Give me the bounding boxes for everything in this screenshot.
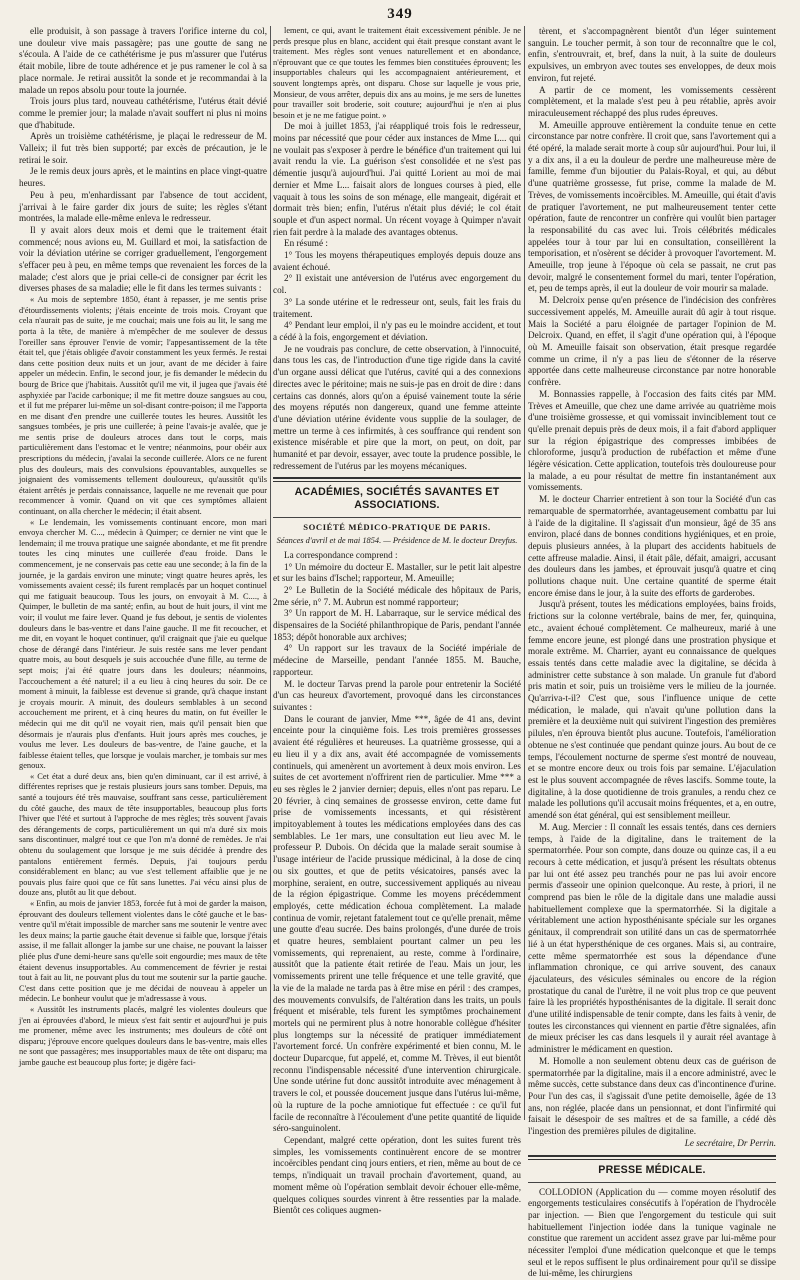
paragraph: « Enfin, au mois de janvier 1853, forcée fut à moi de garder la maison, éprouvant des douleurs tellement violentes dans le côté gauche et le bas-ventre qu'il m'était impossible de marcher sans me soutenir le ventre avec les deux mains; la partie gauche était devenue si faible que, lorsque j'étais assise, il me fallait allonger la jambe sur une chaise, ne pouvant la laisser pliée plus d'une demi-heure sans qu'elle soit engourdie; mes maux de tête étaient devenus insupportables. Au commencement de février je restai tout à fait au lit, ne pouvant plus du tout me soutenir sur la partie gauche. C'est dans cette position que je me décidai de nouveau à appeler un médecin. Le bonheur voulut que je m'adressasse à vous.	[19, 899, 267, 1005]
session-info: Séances d'avril et de mai 1854. — Présidence de M. le docteur Dreyfus.	[273, 535, 521, 547]
paragraph: tèrent, et s'accompagnèrent bientôt d'un léger suintement sanguin. Le toucher permit, à son tour de reconnaître que le col, enfin, s'entrouvrait, et, bref, dans la nuit, à la suite de douleurs expulsives, un embryon avec toutes ses enveloppes, de deux mois environ, fut rejeté.	[528, 26, 776, 85]
section-rule	[528, 1182, 776, 1183]
page-number: 349	[0, 6, 800, 23]
paragraph: Peu à peu, m'enhardissant par l'absence de tout accident, j'arrivai à le faire garder dix jours de suite; les règles s'étant montrées, la malade elle-même enleva le redresseur.	[19, 190, 267, 225]
section-heading-academies: ACADÉMIES, SOCIÉTÉS SAVANTES ET ASSOCIATIONS.	[273, 486, 521, 512]
paragraph: 3° Un rapport de M. H. Labarraque, sur le service médical des dispensaires de la Société philanthropique de Paris, pendant l'année 1853; dépôt honorable aux archives;	[273, 608, 521, 643]
paragraph: 3° La sonde utérine et le redresseur ont, seuls, fait les frais du traitement.	[273, 297, 521, 320]
secretary-signature: Le secrétaire, Dr Perrin.	[528, 1138, 776, 1150]
paragraph: M. Aug. Mercier : Il connaît les essais tentés, dans ces derniers temps, à l'aide de la digitaline, dans le traitement de la spermatorrhée. Pour son compte, dans douze ou quinze cas, il a eu recours à cette médication, et jusqu'à présent les résultats obtenus par lui ont été assez peu tranchés pour ne pas lui avoir encore permis d'asseoir une opinion quelconque. Au reste, à priori, il ne comprend pas bien le rôle de la digitale dans une maladie aussi habituellement complexe que la spermatorrhée. Si la digitale a véritablement une action hyposthénisante spéciale sur les organes génitaux, il comprendrait son utilité dans un cas de spermatorrhée lié à un état hypersthénique de ces organes. Mais si, au contraire, cette même spermatorrhée est sous la dépendance d'une inflammation chronique, ce qui arrive souvent, des canaux éjaculateurs, des vésicules séminales ou encore de la région prostatique du canal de l'urètre, il ne voit plus trop ce que peuvent faire là les propriétés hyposthénisantes de la digitale. Il serait donc d'une utilité indispensable de tenir compte, dans les faits à venir, de toutes les circonstances qui viennent en partie d'être signalées, afin de mieux préciser les cas dans lesquels il y aurait réel avantage à administrer le médicament en question.	[528, 822, 776, 1056]
column-3-body	[528, 26, 776, 1138]
column-2-body-bottom	[273, 550, 521, 1217]
column-1-body	[19, 26, 267, 1069]
paragraph: 4° Pendant leur emploi, il n'y pas eu le moindre accident, et tout a cédé à la fois, engorgement et déviation.	[273, 320, 521, 343]
section-heading-presse: PRESSE MÉDICALE.	[528, 1164, 776, 1177]
column-3	[528, 26, 776, 1120]
section-rule	[273, 477, 521, 482]
paragraph: Je ne voudrais pas conclure, de cette observation, à l'innocuité, dans tous les cas, de l'introduction d'une tige rigide dans la cavité d'un organe aussi délicat que l'utérus, cavité qui a des connexions directes avec le péritoine; mais ne suis-je pas en droit de dire : dans certains cas donnés, alors qu'on a épuisé vainement toute la série des moyens réputés non dangereux, quand une femme atteinte d'une déviation utérine évidente vous supplie de la soulager, de mettre un terme à ces infirmités, à ces souffrance qui rendent son existence misérable et pire que la mort, on peut, on doit, par humanité et par devoir, essayer, avec toute la prudence possible, le redressement de l'utérus par les moyens mécaniques.	[273, 344, 521, 473]
paragraph: M. Homolle a non seulement obtenu deux cas de guérison de spermatorrhée par la digitaline, mais il a encore administré, avec le même succès, cette substance dans deux cas d'incontinence d'urine. Pour l'un des cas, il s'agissait d'une petite demoiselle, âgée de 13 ans, non réglée, placée dans un pensionnat, et dont l'infirmité qui faisait le désespoir de ses maîtres et de sa famille, a cédé dès l'ingestion des premières pilules de digitaline.	[528, 1056, 776, 1138]
paragraph: « Aussitôt les instruments placés, malgré les violentes douleurs que j'en ai éprouvées d'abord, le mieux s'est fait sentir et aujourd'hui je puis me promener, même avec les instruments; mes douleurs de côté ont disparu; j'éprouve encore quelques douleurs dans le bas-ventre, mais elles ne sont que passagères; mes insupportables maux de tête ont disparu; ma jambe gauche est beaucoup plus forte; je digère faci-	[19, 1005, 267, 1069]
paragraph: 4° Un rapport sur les travaux de la Société impériale de médecine de Marseille, pendant l'année 1855. M. Bauche, rapporteur.	[273, 643, 521, 678]
column-divider	[270, 26, 271, 1120]
paragraph: 1° Tous les moyens thérapeutiques employés depuis douze ans avaient échoué.	[273, 250, 521, 273]
paragraph: elle produisit, à son passage à travers l'orifice interne du col, une douleur vive mais passagère; pas une goutte de sang ne s'écoula. A l'aide de ce cathétérisme je pus m'assurer que l'utérus était mobile, libre de toute adhérence et je pus ramener le col à sa place normale. Je retirai aussitôt la sonde et je recommandai à la malade un repos absolu pour toute la journée.	[19, 26, 267, 96]
column-2	[273, 26, 521, 1120]
paragraph: En résumé :	[273, 238, 521, 250]
paragraph: Trois jours plus tard, nouveau cathétérisme, l'utérus était dévié comme le premier jour; la malade n'avait souffert ni plus ni moins que d'habitude.	[19, 96, 267, 131]
paragraph: « Au mois de septembre 1850, étant à repasser, je me sentis prise d'étourdissements violents; j'étais enceinte de trois mois. Croyant que cela n'aurait pas de suite, je me couchai; mais une fois au lit, le sang me porta à la tête, de manière à m'empêcher de me soulever de dessus l'oreiller sans éprouver l'envie de vomir; l'appesantissement de la tête était tel, que j'étais obligée d'avoir constamment les yeux fermés. Je restai dans cette position deux nuits et un jour, avant de me décider à faire appeler un médecin. Enfin, le second jour, je fis demander le médecin du bourg de Brice que j'habitais. Aussitôt qu'il me vit, il jugea que j'avais été asphyxiée par l'acide carbonique; il me fit mettre douze sangsues au cou, et il fut me préparer lui-même un sol-disant contre-poison; il me l'apporta en me disant d'en prendre une cuillerée toutes les heures. Aussitôt les sangsues tombées, je pris une cuillerée; à peine l'avais-je avalée, que je me sentis prise de douleurs atroces dans tout le corps, mais particulièrement dans l'estomac et le ventre; néanmoins, pour obéir aux prescriptions du médecin, j'avalai la seconde cuillerée. Alors ce ne furent plus des douleurs, mais des convulsions épouvantables, auxquelles se joignaient des vomissements tellement douloureux, qu'aussitôt qu'ils étaient arrêtés je perdais connaissance, laquelle ne me revenait que pour recommencer à vomir. Quand on vit que ces symptômes allaient continuant, on alla chercher le médecin; il était absent.	[19, 295, 267, 517]
paragraph: 2° Le Bulletin de la Société médicale des hôpitaux de Paris, 2me série, n° 7. M. Aubrun est nommé rapporteur;	[273, 585, 521, 608]
paragraph: M. Ameuille approuve entièrement la conduite tenue en cette circonstance par notre confrère. Il croit que, sans l'avortement qui a été opéré, la malade serait morte à coup sûr aujourd'hui. Pour lui, il y a dix ans, il a eu la douleur de perdre une malheureuse mère de famille, femme d'un bijoutier du Palais-Royal, et qui, au début d'une quatrième grossesse, fut prise, comme la malade de M. Trèves, de vomissements incoërcibles. M. Ameuille, qui était d'avis de pratiquer l'avortement, ne put malheureusement tenter cette opération, faute de rencontrer un confrère qui voulût bien partager la responsabilité du cas avec lui. Trois célébrités médicales appelées tour à tour par lui en consultation, conseillèrent la temporisation, et n'osèrent se décider à provoquer l'avortement. M. Ameuille, trop jeune à l'époque où cela se passait, ne crut pas devoir, malgré le consentement formel du mari, tenter l'opération, et, peu de temps après, il eut la douleur de voir mourir sa malade.	[528, 120, 776, 296]
paragraph: La correspondance comprend :	[273, 550, 521, 562]
paragraph: Après un troisième cathétérisme, je plaçai le redresseur de M. Valleix; il fut très bien supporté; par excès de précaution, je le retirai le soir.	[19, 131, 267, 166]
paragraph: M. Bonnassies rappelle, à l'occasion des faits cités par MM. Trèves et Ameuille, que chez une dame arrivée au quatrième mois d'une troisième grossesse, et qui vomissait invinciblement tout ce qu'elle prenait depuis près de deux mois, il a fait d'abord appliquer sur la région épigastrique des compresses imbibées de chloroforme, jusqu'à production de rubéfaction et même d'une légère vésication. Cette application, toutefois très douloureuse pour la malade, a eu pour résultat de mettre fin instantanément aux vomissements.	[528, 389, 776, 494]
section-rule	[528, 1155, 776, 1160]
paragraph: lement, ce qui, avant le traitement était excessivement pénible. Je ne perds presque plus en blanc, accident qui était presque constant avant le traitement. Mes règles sont venues naturellement et en abondance, n'éprouvant que ce que toutes les femmes bien constituées éprouvent; les insupportables chaleurs qui les accompagnaient antérieurement, et souvent longtemps après, ont disparu. Chose sur laquelle je vous prie, Monsieur, de vous arrêter, depuis dix ans au moins, je me sers de lunettes pour travailler soit broderie, soit couture; aujourd'hui je n'en ai plus besoin et je ne me fatigue point. »	[273, 26, 521, 121]
paragraph: 1° Un mémoire du docteur E. Mastaller, sur le petit lait alpestre et sur les bains d'Ischel; rapporteur, M. Ameuille;	[273, 562, 521, 585]
paragraph: Je le remis deux jours après, et le maintins en place vingt-quatre heures.	[19, 166, 267, 189]
paragraph: 2° Il existait une antéversion de l'utérus avec engorgement du col.	[273, 273, 521, 296]
paragraph: « Cet état a duré deux ans, bien qu'en diminuant, car il est arrivé, à différentes reprises que je restais plusieurs jours sans tomber. Depuis, ma santé a toujours été très mauvaise, souffrant sans cesse, particulièrement du côté gauche, des maux de tête insupportables, beaucoup plus forts l'hiver que l'été et surtout à l'approche de mes règles; très souvent j'avais des dérangements de corps, particulièrement un qui m'a duré six mois sans discontinuer, malgré tout ce que l'on m'a donné de remèdes. Je n'ai obtenu du soulagement que lorsque je me suis décidée à prendre des pantalons entièrement fermés. Depuis, j'ai toujours perdu considérablement en blanc; au vue s'est tellement affaiblie que je ne pouvais plus faire quoi que ce fût sans lunettes. J'ai vécu ainsi plus de douze ans, plutôt au lit que debout.	[19, 772, 267, 899]
column-2-body-top	[273, 26, 521, 472]
presse-lead-paragraph: COLLODION (Application du — comme moyen résolutif des engorgements testiculaires consécutifs à l'opération de l'hydrocèle par injection. — Bien que l'engorgement du testicule qui suit habituellement l'injection iodée dans la tunique vaginale ne constitue que rarement un accident assez grave par lui-même pour nécessiter l'emploi d'une médication quelconque et que le temps seul et le repos suffisent le plus ordinairement pour qu'il se dissipe de lui-même, les chirurgiens	[528, 1187, 776, 1280]
paragraph: « Le lendemain, les vomissements continuant encore, mon mari envoya chercher M. C..., médecin à Quimper; ce dernier ne vint que le lendemain; il me trouva pratique une saignée abondante, et me fit prendre toutes les cinq minutes une cuillerée d'eau froide. Dans le commencement, je ne conservais pas cette eau une seconde; à la fin de la journée, je la gardais environ une minute; vingt quatre heures après, les vomissements avaient cessé; ils furent remplacés par un hoquet continuel qui me fatiguait beaucoup. Tous les jours, on envoyait à M. C...., à Quimper, le bulletin de ma santé; enfin, au bout de huit jours, il vint me voir; il voulut me faire lever. Quand je fus debout, je sentis de violentes douleurs dans le bas-ventre et dans l'aine gauche. Il me fit recoucher, et me dit, en voyant le hoquet continuer, qu'il craignait que j'aie eu quelque chose de dérangé dans l'intérieur. Je suis restée sans me lever pendant quatre mois, au bout desquels je suis accouchée d'une fille, au terme de sept mois; j'ai été quatre jours dans les douleurs; néanmoins, l'accouchement a été naturel; il a eu lieu à cinq heures du soir. De ce moment à minuit, la faiblesse est devenue si grande, qu'à chaque instant je croyais mourir. A minuit, des douleurs semblables à un second accouchement me prirent, et à cinq heures du matin, on fut éveiller le médecin qui me dit qu'il ne voyait rien, mais qu'il pensait bien que désormais je n'aurais plus d'enfants. Huit jours après mes couches, je voulus me lever. Les douleurs de bas-ventre, de l'aine gauche, et la faiblesse étaient telles, que lorsque je voulais marcher, je tombais sur mes genoux.	[19, 518, 267, 772]
paragraph: M. le docteur Charrier entretient à son tour la Société d'un cas remarquable de spermatorrhée, avantageusement combattu par lui à l'aide de la digitaline. Il s'agissait d'un monsieur, âgé de 35 ans environ, placé dans de bonnes conditions hygiéniques, et en proie, depuis plusieurs années, à la plupart des accidents habituels de cette affreuse maladie. Ainsi, il était pâle, défait, amaigri, accusant des douleurs dans les jambes, et éprouvait jusqu'à quatre et cinq pollutions chaque nuit. Une certaine quantité de sperme était encore émise dans le jour, à la suite des efforts de garderobes.	[528, 494, 776, 599]
column-divider	[524, 26, 525, 1120]
paragraph: M. Delcroix pense qu'en présence de l'indécision des confrères successivement appelés, M. Ameuille aurait dû agir à tout risque. Mais la Société a paru éloignée de partager l'opinion de M. Delcroix. Quand, en effet, il s'agit d'une opération qui, à l'époque où M. Ameuille faisait son observation, était presque regardée comme un crime, il n'y a pas lieu de s'étonner de la réserve apportée dans cette malheureuse circonstance par notre honorable confrère.	[528, 295, 776, 389]
paragraph: Dans le courant de janvier, Mme ***, âgée de 41 ans, devint enceinte pour la cinquième fois. Les trois premières grossesses avaient été régulières et heureuses. La quatrième grossesse, qui a eu lieu il y a dix ans, avait été accompagnée de vomissements continuels, qui amenèrent un avortement à deux mois environ. Les suites de cet avortement n'offrirent rien de particulier. Mme *** a eu ses règles le 2 janvier dernier; depuis, elles n'ont pas reparu. Le 20 février, à cinq semaines de grossesse environ, cette dame fut prise de vomissements incessants, et qui résistèrent impitoyablement à toutes les médications employées dans des cas semblables. Le 1er mars, une consultation eut lieu avec M. le professeur P. Dubois. On décida que la malade serait soumise à l'usage intérieur de l'acide prussique médicinal, à la dose de cinq ou six gouttes, et que de petits vésicatoires, pansés avec la morphine, seraient, en outre, successivement appliqués au niveau de la région épigastrique. Comme les moyens précédemment employés, cette médication échoua complètement. La malade continua de vomir, rejetant fatalement tout ce qu'elle prenait, même une goutte d'eau sucrée. Des bains prolongés, d'une durée de trois et quatre heures, semblaient pourtant calmer un peu les vomissements, qui reprenaient, au reste, comme à l'ordinaire, aussitôt que la patiente était retirée de l'eau. Mais un jour, les vomissements prirent une telle fréquence et une telle gravité, que la vie de la malade ne tarda pas à être mise en péril : des crampes, des mouvements convulsifs, de l'altération dans les traits, un pouls fréquent et misérable, tels furent les symptômes prochainement mortels qui ne permirent plus à notre honorable collègue d'hésiter plus longtemps sur la nécessité de pratiquer immédiatement l'avortement forcé. Un confrère expérimenté et bien connu, M. le docteur Duparcque, fut appelé, et, comme M. Trèves, il eut bientôt reconnu l'indispensable nécessité d'une intervention chirurgicale. Une sonde utérine fut donc aussitôt introduite avec ménagement à travers le col, et poussée doucement jusque dans l'utérus lui-même, où la rupture de la poche amniotique fut effectuée : ce qu'il fut facile de reconnaître à l'écoulement d'une petite quantité de liquide séro-sanguinolent.	[273, 714, 521, 1135]
paragraph: De moi à juillet 1853, j'ai réappliqué trois fois le redresseur, moins par nécessité que pour céder aux instances de Mme L... qui ne voulait pas s'exposer à perdre le bénéfice d'un traitement qui lui avait rendu la vie. La guérison s'est consolidée et ne s'est pas démentie jusqu'à aujourd'hui. J'ai quitté Lorient au moi de mai dernier et Mme L... faisait alors de longues courses à pied, elle vaquait à tous les soins de son ménage, elle mangeait, digérait et dormait très bien; enfin, l'utérus n'était plus dévié; le col était souple et d'un aspect normal. Un récent voyage à Quimper n'avait rien fait perdre à la malade des avantages obtenus.	[273, 121, 521, 238]
paragraph: Cependant, malgré cette opération, dont les suites furent très simples, les vomissements continuèrent encore de se montrer incoërcibles pendant cinq jours entiers, et rien, même au bout de ce temps, n'indiquait un travail prochain d'avortement, quand, au moment même où l'opération semblait devoir échouer elle-même, quelques coliques sourdes vinrent à être ressenties par la malade. Bientôt ces coliques augmen-	[273, 1135, 521, 1217]
paragraph: A partir de ce moment, les vomissements cessèrent complètement, et la malade s'est peu à peu rétablie, après avoir miraculeusement réchappé des plus rudes épreuves.	[528, 85, 776, 120]
column-1	[19, 26, 267, 1120]
section-rule	[273, 517, 521, 518]
paragraph: M. le docteur Tarvas prend la parole pour entretenir la Société d'un cas heureux d'avortement, provoqué dans les circonstances suivantes :	[273, 679, 521, 714]
paragraph: Jusqu'à présent, toutes les médications employées, bains froids, frictions sur la colonne vertébrale, bains de mer, fer, quinquina, etc., avaient échoué complètement. Ce malheureux, marié à une femme encore jeune, est plongé dans une prostration physique et morale extrême. M. Charrier, ayant eu connaissance de quelques essais tentés dans cette maladie avec la digitaline, se décida à administrer cette substance à son malade. Un granule fut d'abord pris matin et soir, puis un troisième vers le milieu de la journée. Qu'arriva-t-il? C'est que, sous l'influence unique de cette médication, le malade, qui n'avait qu'une pollution dans la première et la deuxième nuit qui suivirent l'ingestion des premières pilules, n'en éprouva bientôt plus aucune. Toutefois, l'amélioration obtenue ne s'est continuée que pendant quinze jours. Au bout de ce temps, l'écoulement nocturne de sperme s'est montré de nouveau, et se montre encore deux ou trois fois par semaine. L'éjaculation est le plus souvent accompagnée de rêves lascifs. Somme toute, la digitaline, à la dose quotidienne de trois granules, a rendu chez ce malade les pollutions qu'il accusait moins fréquentes, et a, en outre, amendé son état général, qui est sensiblement meilleur.	[528, 599, 776, 821]
society-title: SOCIÉTÉ MÉDICO-PRATIQUE DE PARIS.	[273, 522, 521, 534]
paragraph: Il y avait alors deux mois et demi que le traitement était commencé; nous avions eu, M. Guillard et moi, la satisfaction de voir la déviation utérine se corriger graduellement, l'engorgement s'effacer peu à peu, en même temps que revenaient les forces de la malade; c'est alors que je priai celle-ci de consigner par écrit les diverses phases de sa maladie; elle le fit dans les termes suivants :	[19, 225, 267, 295]
